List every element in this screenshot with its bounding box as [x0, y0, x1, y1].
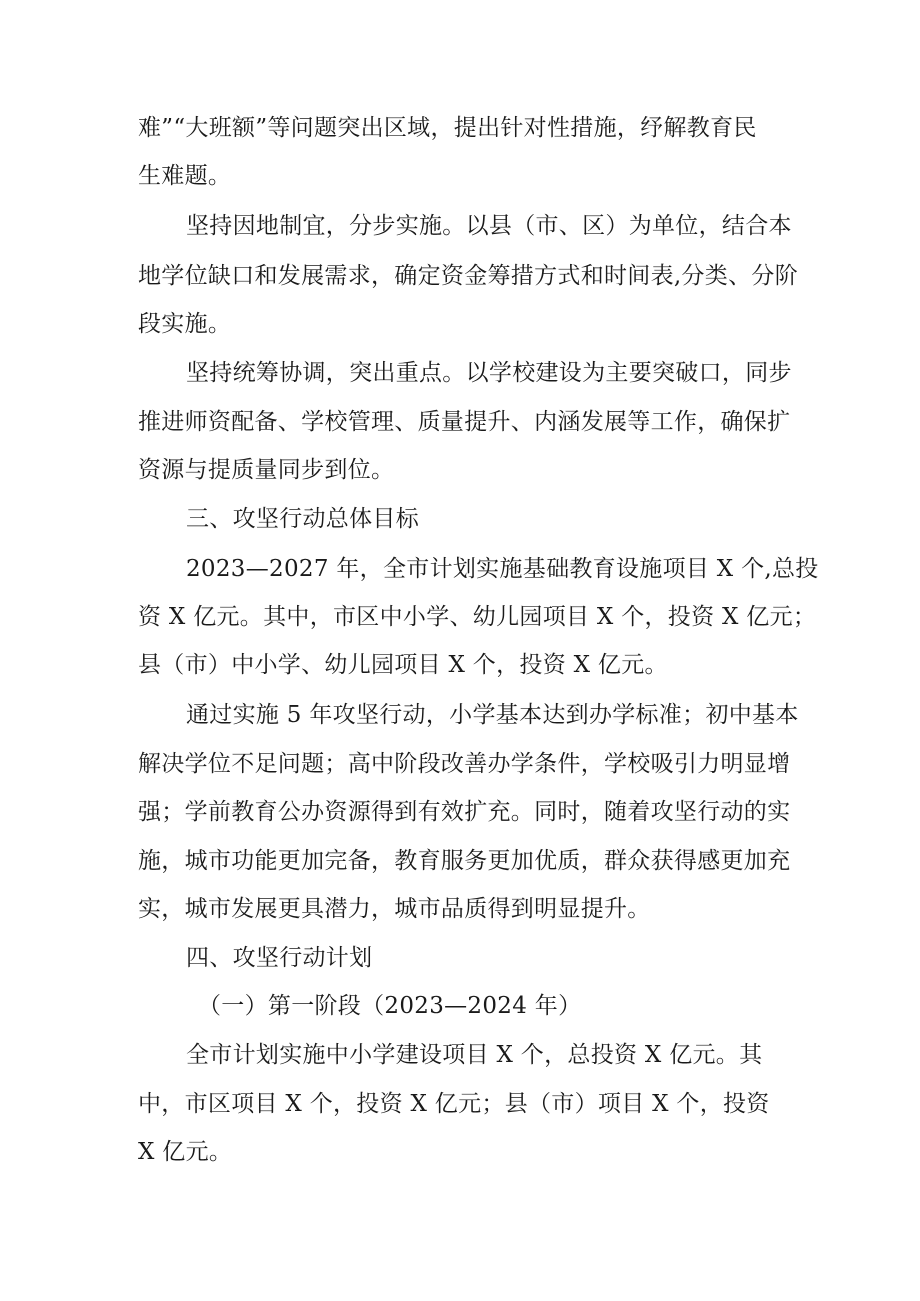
- section-heading: 三、攻坚行动总体目标: [186, 506, 419, 532]
- text-line: 实，城市发展更具潜力，城市品质得到明显提升。: [138, 896, 651, 922]
- section-heading: 四、攻坚行动计划: [186, 945, 373, 971]
- text-line: 解决学位不足问题；高中阶段改善办学条件，学校吸引力明显增: [138, 751, 791, 777]
- subsection-heading: （一）第一阶段（2023—2024 年）: [198, 993, 582, 1019]
- paragraph-lead-line: 通过实施 5 年攻坚行动，小学基本达到办学标准；初中基本: [186, 702, 799, 728]
- text-line: 资源与提质量同步到位。: [138, 457, 395, 483]
- paragraph-lead-line: 2023—2027 年，全市计划实施基础教育设施项目 X 个,总投: [186, 556, 819, 582]
- text-line: 推进师资配备、学校管理、质量提升、内涵发展等工作，确保扩: [138, 409, 791, 435]
- text-line: X 亿元。: [138, 1139, 233, 1165]
- text-line: 地学位缺口和发展需求，确定资金筹措方式和时间表,分类、分阶: [138, 263, 799, 289]
- paragraph-lead-line: 全市计划实施中小学建设项目 X 个，总投资 X 亿元。其: [186, 1042, 763, 1068]
- text-line: 施，城市功能更加完备，教育服务更加优质，群众获得感更加充: [138, 848, 791, 874]
- text-line: 中，市区项目 X 个，投资 X 亿元；县（市）项目 X 个，投资: [138, 1091, 770, 1117]
- text-line: 难”“大班额”等问题突出区域，提出针对性措施，纾解教育民: [138, 115, 757, 141]
- paragraph-lead-line: 坚持因地制宜，分步实施。以县（市、区）为单位，结合本: [186, 213, 792, 239]
- text-line: 生难题。: [138, 163, 232, 189]
- paragraph-lead-line: 坚持统筹协调，突出重点。以学校建设为主要突破口，同步: [186, 360, 792, 386]
- text-line: 资 X 亿元。其中，市区中小学、幼儿园项目 X 个，投资 X 亿元；: [138, 604, 817, 630]
- text-line: 强；学前教育公办资源得到有效扩充。同时，随着攻坚行动的实: [138, 799, 791, 825]
- text-line: 段实施。: [138, 311, 232, 337]
- text-line: 县（市）中小学、幼儿园项目 X 个，投资 X 亿元。: [138, 652, 668, 678]
